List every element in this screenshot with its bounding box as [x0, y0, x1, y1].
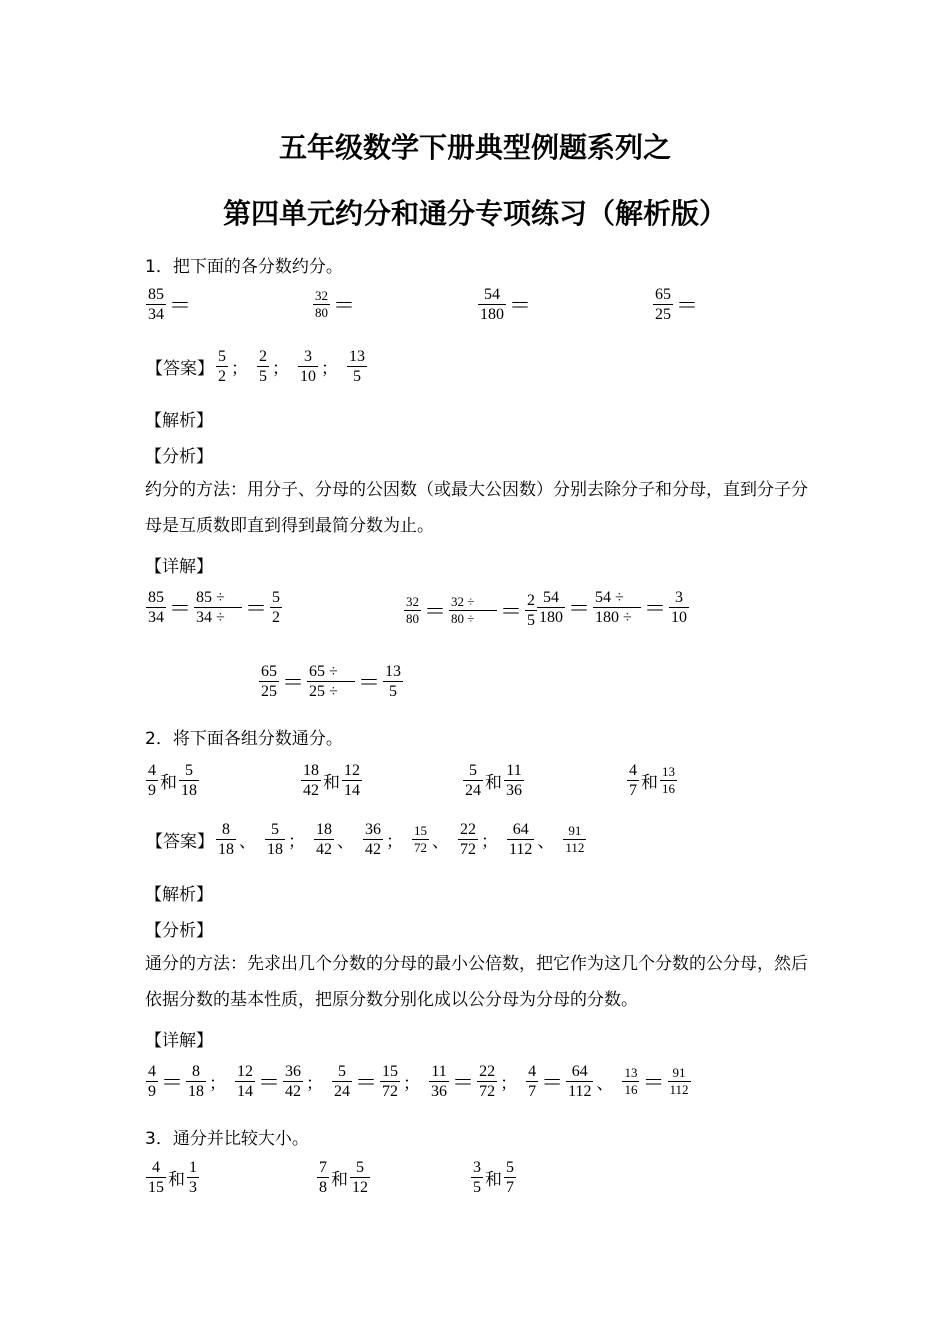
fraction — [179, 761, 199, 800]
q2-fenxi-label: 【分析】 — [145, 921, 213, 941]
connector-text: 和 — [323, 773, 340, 793]
q2-pair — [626, 761, 678, 800]
numerator: 8 — [192, 1063, 201, 1080]
connector-text: 和 — [485, 773, 502, 793]
numerator: 5 — [338, 1063, 347, 1080]
numerator: 65 ÷ — [309, 663, 338, 680]
fraction — [471, 1158, 483, 1197]
denominator: 2 — [272, 609, 281, 626]
denominator: 36 — [431, 1083, 448, 1100]
numerator: 5 — [271, 821, 279, 838]
q3-pair — [316, 1158, 371, 1197]
denominator: 18 — [267, 841, 283, 858]
q1-detail — [258, 662, 404, 701]
q1-detail — [536, 588, 690, 627]
fraction — [383, 662, 403, 701]
fraction — [463, 761, 483, 800]
denominator: 7 — [506, 1179, 514, 1196]
denominator: 180 — [480, 306, 504, 323]
q3-prompt: 3．通分并比较大小。 — [145, 1129, 309, 1149]
denominator: 18 — [188, 1083, 205, 1100]
q3-pair — [470, 1158, 517, 1197]
fraction — [537, 588, 565, 627]
numerator: 2 — [259, 348, 267, 365]
q2-pair — [462, 761, 525, 800]
connector-text: 和 — [641, 773, 658, 793]
numerator: 4 — [152, 1159, 160, 1176]
fraction — [380, 1062, 400, 1101]
denominator: 34 — [148, 306, 164, 323]
fraction — [653, 285, 673, 324]
fraction — [458, 820, 478, 859]
denominator: 5 — [259, 368, 267, 385]
denominator: 25 — [261, 683, 277, 700]
numerator: 54 — [484, 286, 500, 303]
fraction — [146, 761, 158, 800]
fraction — [669, 588, 689, 627]
separator: 、 — [239, 832, 256, 852]
numerator: 13 — [662, 764, 675, 779]
numerator: 32 — [315, 288, 328, 303]
fraction — [146, 285, 166, 324]
q1-fenxi-label: 【分析】 — [145, 447, 213, 467]
fraction — [301, 761, 321, 800]
denominator: 72 — [479, 1083, 496, 1100]
equals-sign: ＝ — [161, 1070, 184, 1095]
q1-item — [477, 285, 533, 324]
separator: ； — [209, 1074, 227, 1094]
denominator: 24 — [465, 782, 481, 799]
numerator: 5 — [272, 589, 281, 606]
fraction — [313, 288, 330, 321]
denominator: 80 ÷ — [451, 611, 475, 626]
separator: 、 — [596, 1074, 614, 1094]
denominator: 112 — [565, 840, 585, 855]
q1-item — [312, 288, 357, 321]
equals-sign: ＝ — [169, 596, 192, 621]
numerator: 2 — [527, 592, 536, 609]
denominator: 112 — [509, 841, 533, 858]
denominator: 42 — [285, 1083, 302, 1100]
q1-method: 约分的方法：用分子、分母的公因数（或最大公因数）分别去除分子和分母，直到分子分母是互质数即直到得到最简分数为止。 — [145, 480, 808, 536]
numerator: 15 — [382, 1063, 399, 1080]
fraction — [449, 594, 497, 627]
equals-sign: ＝ — [500, 599, 523, 624]
numerator: 54 — [543, 589, 559, 606]
fraction — [216, 347, 228, 386]
denominator: 25 ÷ — [309, 683, 338, 700]
fraction — [478, 285, 506, 324]
denominator: 72 — [460, 841, 476, 858]
q2-jiexi-label: 【解析】 — [145, 885, 213, 905]
connector-text: 和 — [168, 1170, 185, 1190]
numerator: 32 — [406, 594, 419, 609]
q2-answer — [145, 820, 597, 859]
denominator: 42 — [365, 841, 381, 858]
fraction — [186, 1062, 206, 1101]
numerator: 22 — [460, 821, 476, 838]
equals-sign: ＝ — [642, 1070, 665, 1095]
numerator: 11 — [506, 762, 522, 779]
fraction — [257, 347, 269, 386]
fraction — [668, 1065, 691, 1098]
equals-sign: ＝ — [676, 293, 699, 318]
separator: ； — [500, 1074, 518, 1094]
fraction — [504, 761, 524, 800]
fraction — [566, 1062, 593, 1101]
fraction — [593, 588, 641, 627]
equals-sign: ＝ — [355, 1070, 378, 1095]
q2-xiangjie-label: 【详解】 — [145, 1031, 213, 1051]
equals-sign: ＝ — [568, 596, 591, 621]
fraction — [298, 347, 318, 386]
q1-item — [652, 285, 700, 324]
equals-sign: ＝ — [541, 1070, 564, 1095]
denominator: 80 — [315, 305, 328, 320]
title-line-1: 五年级数学下册典型例题系列之 — [278, 131, 671, 164]
denominator: 16 — [624, 1082, 638, 1097]
numerator: 4 — [629, 762, 637, 779]
numerator: 22 — [479, 1063, 496, 1080]
q1-detail — [145, 588, 283, 627]
denominator: 3 — [189, 1179, 197, 1196]
numerator: 4 — [148, 1063, 156, 1080]
q2-pair — [145, 761, 200, 800]
numerator: 8 — [222, 821, 230, 838]
denominator: 5 — [389, 683, 398, 700]
q2-detail — [145, 1062, 692, 1101]
denominator: 25 — [655, 306, 671, 323]
q3-pair — [145, 1158, 200, 1197]
separator: ； — [272, 359, 289, 379]
denominator: 8 — [319, 1179, 327, 1196]
connector-text: 和 — [485, 1170, 502, 1190]
numerator: 13 — [624, 1065, 638, 1080]
denominator: 7 — [629, 782, 637, 799]
denominator: 5 — [527, 612, 536, 629]
numerator: 85 — [148, 589, 164, 606]
fraction — [526, 1062, 538, 1101]
connector-text: 【答案】 — [146, 359, 214, 379]
numerator: 1 — [189, 1159, 197, 1176]
fraction — [627, 761, 639, 800]
fraction — [347, 347, 367, 386]
fraction — [307, 662, 355, 701]
fraction — [194, 588, 242, 627]
denominator: 34 ÷ — [196, 609, 225, 626]
denominator: 10 — [300, 368, 316, 385]
numerator: 54 ÷ — [595, 589, 624, 606]
equals-sign: ＝ — [424, 599, 447, 624]
separator: ； — [321, 359, 338, 379]
denominator: 80 — [406, 611, 419, 626]
fraction — [429, 1062, 449, 1101]
numerator: 3 — [473, 1159, 481, 1176]
numerator: 64 — [512, 821, 529, 838]
fraction — [507, 820, 534, 859]
connector-text: 【答案】 — [146, 832, 214, 852]
denominator: 180 — [539, 609, 563, 626]
denominator: 15 — [148, 1179, 164, 1196]
numerator: 4 — [528, 1063, 537, 1080]
separator: 、 — [337, 832, 354, 852]
fraction — [504, 1158, 516, 1197]
q2-prompt: 2．将下面各组分数通分。 — [145, 729, 343, 749]
denominator: 36 — [506, 782, 522, 799]
numerator: 15 — [414, 823, 427, 838]
numerator: 3 — [304, 348, 312, 365]
connector-text: 和 — [160, 773, 177, 793]
q2-method: 通分的方法：先求出几个分数的分母的最小公倍数，把它作为这几个分数的公分母，然后依据分数的基本性质，把原分数分别化成以公分母为分母的分数。 — [145, 954, 808, 1010]
denominator: 7 — [528, 1083, 537, 1100]
fraction — [363, 820, 383, 859]
fraction — [332, 1062, 352, 1101]
numerator: 13 — [349, 348, 365, 365]
denominator: 5 — [473, 1179, 481, 1196]
numerator: 85 ÷ — [196, 589, 225, 606]
separator: ； — [386, 832, 403, 852]
separator: ； — [481, 832, 498, 852]
denominator: 24 — [334, 1083, 351, 1100]
denominator: 16 — [662, 781, 675, 796]
separator: 、 — [432, 832, 449, 852]
denominator: 112 — [568, 1083, 592, 1100]
numerator: 5 — [185, 762, 193, 779]
q1-xiangjie-label: 【详解】 — [145, 557, 213, 577]
numerator: 5 — [506, 1159, 514, 1176]
denominator: 72 — [382, 1083, 399, 1100]
q1-prompt: 1．把下面的各分数约分。 — [145, 257, 343, 277]
equals-sign: ＝ — [452, 1070, 475, 1095]
fraction — [283, 1062, 303, 1101]
denominator: 5 — [353, 368, 361, 385]
numerator: 11 — [431, 1063, 447, 1080]
numerator: 65 — [655, 286, 671, 303]
fraction — [270, 588, 282, 627]
numerator: 13 — [385, 663, 402, 680]
connector-text: 和 — [331, 1170, 348, 1190]
numerator: 12 — [237, 1063, 254, 1080]
fraction — [187, 1158, 199, 1197]
fraction — [216, 820, 236, 859]
equals-sign: ＝ — [282, 670, 305, 695]
numerator: 5 — [218, 348, 226, 365]
denominator: 180 ÷ — [595, 609, 632, 626]
q1-jiexi-label: 【解析】 — [145, 411, 213, 431]
separator: ； — [403, 1074, 421, 1094]
title-line-2: 第四单元约分和通分专项练习（解析版） — [222, 197, 727, 230]
q2-pair — [300, 761, 363, 800]
fraction — [350, 1158, 370, 1197]
numerator: 18 — [303, 762, 319, 779]
fraction — [563, 823, 586, 856]
denominator: 9 — [148, 1083, 156, 1100]
numerator: 32 ÷ — [451, 594, 475, 609]
denominator: 112 — [669, 1082, 689, 1097]
separator: ； — [231, 359, 248, 379]
denominator: 14 — [237, 1083, 254, 1100]
separator: ； — [306, 1074, 324, 1094]
fraction — [146, 1158, 166, 1197]
numerator: 85 — [148, 286, 164, 303]
fraction — [146, 1062, 158, 1101]
equals-sign: ＝ — [509, 293, 532, 318]
denominator: 72 — [414, 840, 427, 855]
denominator: 14 — [344, 782, 360, 799]
fraction — [317, 1158, 329, 1197]
denominator: 42 — [303, 782, 319, 799]
numerator: 5 — [469, 762, 477, 779]
equals-sign: ＝ — [245, 596, 268, 621]
denominator: 12 — [352, 1179, 368, 1196]
equals-sign: ＝ — [333, 293, 356, 318]
separator: ； — [288, 832, 305, 852]
equals-sign: ＝ — [258, 1070, 281, 1095]
denominator: 42 — [316, 841, 332, 858]
fraction — [660, 764, 677, 797]
denominator: 2 — [218, 368, 226, 385]
numerator: 18 — [316, 821, 332, 838]
numerator: 65 — [261, 663, 277, 680]
fraction — [622, 1065, 639, 1098]
q1-item — [145, 285, 193, 324]
q1-answer — [145, 347, 378, 386]
fraction — [404, 594, 421, 627]
numerator: 12 — [344, 762, 360, 779]
fraction — [235, 1062, 255, 1101]
numerator: 64 — [571, 1063, 588, 1080]
fraction — [265, 820, 285, 859]
numerator: 36 — [365, 821, 381, 838]
denominator: 18 — [218, 841, 234, 858]
fraction — [314, 820, 334, 859]
fraction — [477, 1062, 497, 1101]
equals-sign: ＝ — [358, 670, 381, 695]
denominator: 10 — [671, 609, 688, 626]
numerator: 91 — [672, 1065, 686, 1080]
equals-sign: ＝ — [644, 596, 667, 621]
numerator: 91 — [568, 823, 582, 838]
denominator: 34 — [148, 609, 164, 626]
numerator: 3 — [675, 589, 684, 606]
fraction — [146, 588, 166, 627]
fraction — [342, 761, 362, 800]
denominator: 18 — [181, 782, 197, 799]
fraction — [259, 662, 279, 701]
separator: 、 — [537, 832, 555, 852]
numerator: 4 — [148, 762, 156, 779]
fraction — [412, 823, 429, 856]
numerator: 7 — [319, 1159, 327, 1176]
numerator: 5 — [356, 1159, 364, 1176]
denominator: 9 — [148, 782, 156, 799]
equals-sign: ＝ — [169, 293, 192, 318]
numerator: 36 — [285, 1063, 302, 1080]
q1-detail — [403, 591, 538, 630]
